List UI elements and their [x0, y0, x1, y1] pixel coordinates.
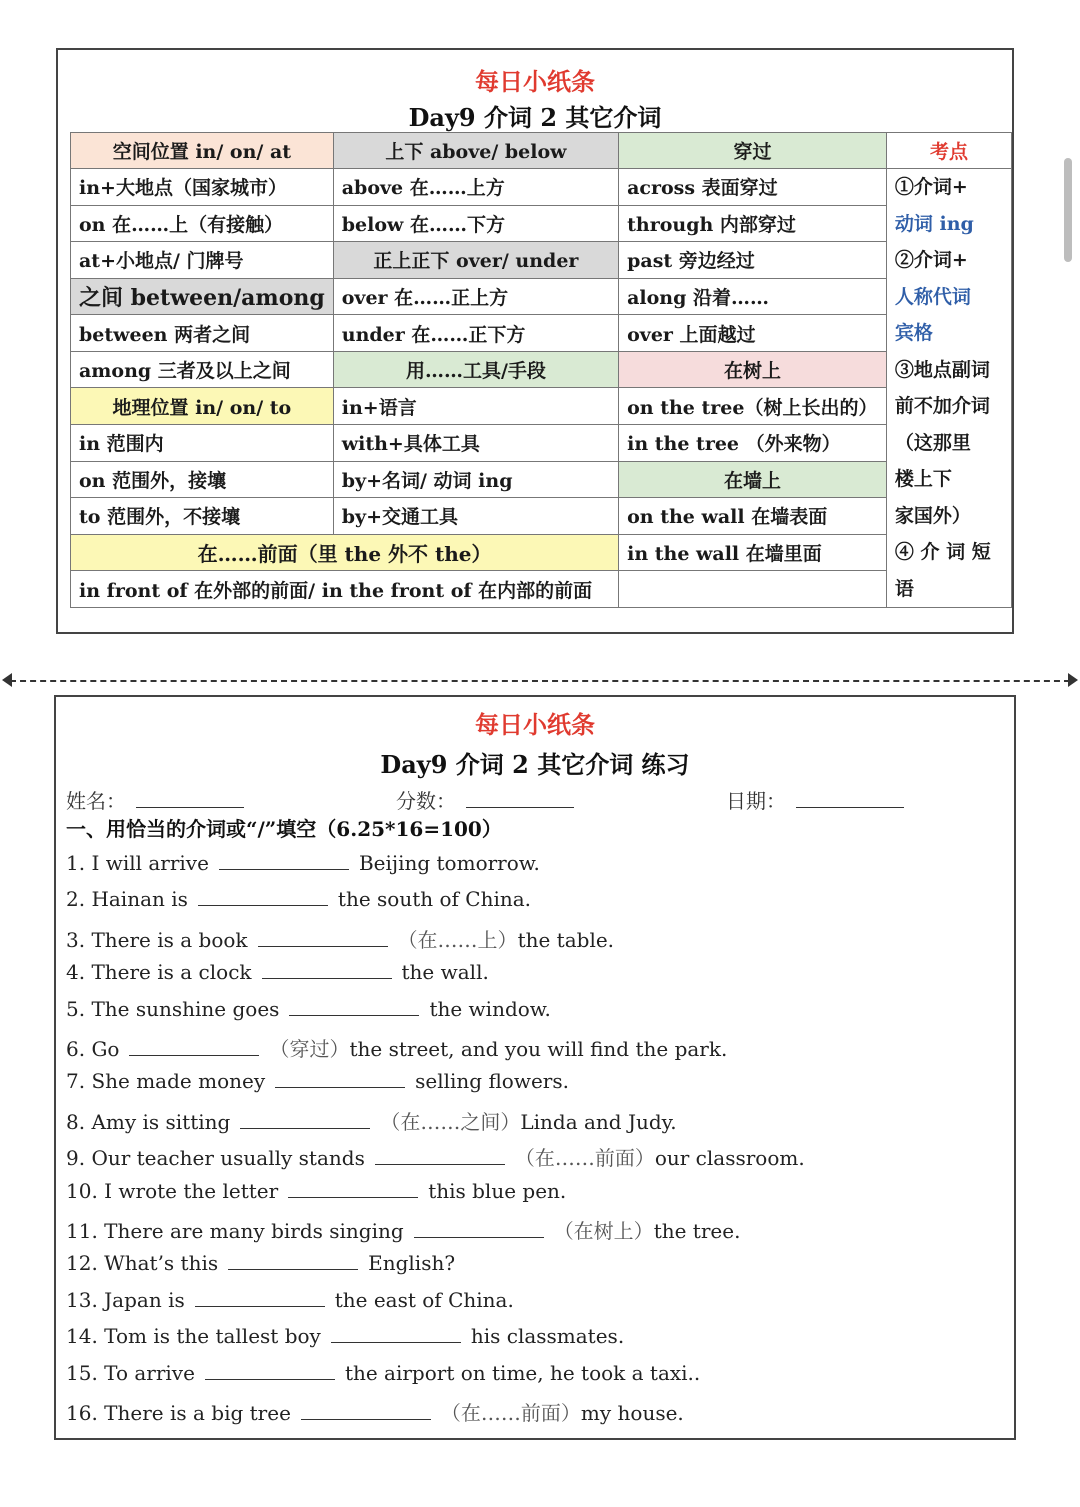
answer-blank[interactable]: [262, 960, 392, 979]
table-cell: past 旁边经过: [619, 242, 887, 279]
sheet-title: Day9 介词 2 其它介词: [408, 103, 662, 132]
table-cell: above 在……上方: [333, 169, 618, 206]
table-cell: in+大地点（国家城市）: [71, 169, 334, 206]
exercise-title-red: 每日小纸条: [475, 710, 595, 739]
answer-blank[interactable]: [258, 928, 388, 947]
score-blank[interactable]: [466, 789, 574, 808]
question-item: [66, 1288, 514, 1312]
header-updown: 上下 above/ below: [333, 133, 618, 169]
kaodian-line: ②介词+: [894, 249, 968, 271]
question-text-end: the east of China.: [334, 1287, 514, 1312]
table-cell: below 在……下方: [333, 205, 618, 242]
question-text-end: the south of China.: [337, 887, 532, 912]
answer-blank[interactable]: [228, 1251, 358, 1270]
table-cell: on 范围外，接壤: [71, 461, 334, 498]
answer-blank[interactable]: [129, 1037, 259, 1056]
kaodian-line: 家国外）: [894, 504, 971, 527]
kaodian-line: ③地点副词: [894, 358, 990, 381]
question-text: 4. There is a clock: [66, 960, 252, 985]
question-text-end: selling flowers.: [415, 1069, 569, 1094]
table-cell: by+交通工具: [333, 498, 618, 535]
question-item: [66, 1361, 700, 1385]
answer-blank[interactable]: [331, 1324, 461, 1343]
table-cell: under 在……正下方: [333, 315, 618, 352]
preposition-table: [70, 132, 1012, 608]
question-item: [66, 851, 540, 875]
table-cell: in the wall 在墙里面: [619, 534, 887, 571]
kaodian-line: ④ 介 词 短: [894, 541, 991, 563]
answer-blank[interactable]: [414, 1219, 544, 1238]
exercise-title: Day9 介词 2 其它介词 练习: [380, 750, 690, 779]
table-cell: through 内部穿过: [619, 205, 887, 242]
name-field[interactable]: [66, 785, 244, 814]
question-hint: （在……前面）: [514, 1146, 655, 1171]
subheader-tools: 用……工具/手段: [333, 351, 618, 388]
date-label: 日期：: [726, 789, 786, 813]
kaodian-line: ①介词+: [894, 176, 968, 198]
question-text-end: English?: [368, 1251, 456, 1276]
question-text-end: our classroom.: [654, 1146, 805, 1171]
subheader-over-under: 正上正下 over/ under: [333, 242, 618, 279]
table-cell: between 两者之间: [71, 315, 334, 352]
question-item: [66, 1215, 740, 1244]
question-text: 10. I wrote the letter: [66, 1178, 279, 1203]
subheader-in-front-of: 在……前面（里 the 外不 the）: [71, 534, 619, 571]
question-item: [66, 960, 489, 984]
kaodian-line: 前不加介词: [894, 395, 990, 417]
kaodian-line: 宾格: [894, 322, 933, 344]
subheader-on-wall: 在墙上: [619, 461, 887, 498]
instruction: 一、用恰当的介词或“/”填空（6.25*16=100）: [66, 817, 502, 841]
kaodian-line: 语: [894, 577, 914, 600]
question-text: 9. Our teacher usually stands: [66, 1146, 365, 1171]
question-text: 6. Go: [66, 1037, 120, 1061]
question-item: [66, 1033, 727, 1062]
table-cell: over 在……正上方: [333, 278, 618, 315]
answer-blank[interactable]: [301, 1401, 431, 1420]
table-cell: in+语言: [333, 388, 618, 425]
date-blank[interactable]: [796, 789, 904, 808]
answer-blank[interactable]: [198, 887, 328, 906]
answer-blank[interactable]: [375, 1146, 505, 1165]
header-space: 空间位置 in/ on/ at: [71, 133, 334, 169]
question-text-end: the street, and you will find the park.: [349, 1037, 728, 1061]
question-hint: （在……之间）: [380, 1109, 521, 1134]
question-item: [66, 1069, 569, 1093]
table-cell: along 沿着……: [619, 278, 887, 315]
question-item: [66, 924, 614, 953]
question-text-end: his classmates.: [470, 1324, 625, 1349]
question-item: [66, 1106, 677, 1135]
table-cell: in the tree （外来物）: [619, 425, 887, 462]
question-hint: （在……前面）: [440, 1401, 581, 1425]
sheet-title-red: 每日小纸条: [475, 67, 595, 96]
question-text-end: my house.: [580, 1401, 684, 1425]
question-text-end: Linda and Judy.: [520, 1109, 677, 1134]
kaodian-column: [886, 169, 1011, 608]
question-text: 5. The sunshine goes: [66, 996, 280, 1021]
table-cell: on the wall 在墙表面: [619, 498, 887, 535]
question-text: 16. There is a big tree: [66, 1401, 291, 1425]
table-cell: among 三者及以上之间: [71, 351, 334, 388]
subheader-on-tree: 在树上: [619, 351, 887, 388]
question-text-end: the tree.: [653, 1219, 741, 1243]
header-through: 穿过: [619, 133, 887, 169]
question-text: 11. There are many birds singing: [66, 1219, 404, 1243]
name-blank[interactable]: [136, 789, 244, 808]
question-text: 7. She made money: [66, 1069, 266, 1094]
question-text: 14. Tom is the tallest boy: [66, 1324, 321, 1349]
kaodian-line: 楼上下: [894, 468, 952, 490]
answer-blank[interactable]: [219, 851, 349, 870]
scrollbar-thumb[interactable]: [1064, 158, 1072, 262]
table-cell: on the tree（树上长出的）: [619, 388, 887, 425]
table-cell: over 上面越过: [619, 315, 887, 352]
question-hint: （在……上）: [397, 927, 518, 952]
answer-blank[interactable]: [195, 1288, 325, 1307]
dashed-divider: [10, 680, 1070, 682]
question-text: 3. There is a book: [66, 927, 248, 952]
table-cell: to 范围外，不接壤: [71, 498, 334, 535]
subheader-geo-position: 地理位置 in/ on/ to: [71, 388, 334, 425]
question-text-end: the table.: [517, 927, 615, 952]
exercise-sheet: [54, 695, 1016, 1440]
subheader-between-among: 之间 between/among: [71, 278, 334, 315]
score-field[interactable]: [396, 785, 574, 814]
question-text-end: the wall.: [401, 960, 489, 985]
table-cell: by+名词/ 动词 ing: [333, 461, 618, 498]
question-item: [66, 1324, 624, 1348]
question-item: [66, 1142, 805, 1171]
answer-blank[interactable]: [288, 1179, 418, 1198]
question-text-end: Beijing tomorrow.: [358, 851, 540, 875]
date-field[interactable]: [726, 785, 904, 814]
table-cell: with+具体工具: [333, 425, 618, 462]
kaodian-line: 动词 ing: [894, 212, 974, 235]
question-text: 13. Japan is: [66, 1287, 185, 1312]
table-cell: on 在……上（有接触）: [71, 205, 334, 242]
kaodian-line: 人称代词: [894, 285, 971, 308]
question-text-end: this blue pen.: [428, 1178, 567, 1203]
question-text-end: the window.: [429, 996, 551, 1021]
name-label: 姓名：: [66, 789, 126, 813]
table-cell: in 范围内: [71, 425, 334, 462]
table-cell: in front of 在外部的前面/ in the front of 在内部的前面: [71, 571, 619, 608]
answer-blank[interactable]: [240, 1110, 370, 1129]
header-kaodian: 考点: [886, 133, 1011, 169]
question-hint: （在树上）: [553, 1219, 654, 1243]
question-item: [66, 887, 531, 911]
notes-sheet: [56, 48, 1014, 634]
question-text: 1. I will arrive: [66, 851, 209, 875]
question-item: [66, 997, 551, 1021]
arrow-right-icon: [1068, 673, 1078, 687]
answer-blank[interactable]: [289, 997, 419, 1016]
question-text: 2. Hainan is: [66, 887, 188, 912]
question-text: 8. Amy is sitting: [66, 1109, 231, 1134]
kaodian-line: （这那里: [894, 431, 971, 454]
question-item: [66, 1397, 684, 1426]
table-cell: across 表面穿过: [619, 169, 887, 206]
answer-blank[interactable]: [205, 1361, 335, 1380]
question-item: [66, 1251, 455, 1275]
question-text: 15. To arrive: [66, 1360, 195, 1385]
table-cell: at+小地点/ 门牌号: [71, 242, 334, 279]
question-text: 12. What’s this: [66, 1251, 219, 1276]
answer-blank[interactable]: [275, 1069, 405, 1088]
question-text-end: the airport on time, he took a taxi..: [344, 1360, 701, 1385]
question-item: [66, 1179, 566, 1203]
question-hint: （穿过）: [269, 1037, 350, 1061]
score-label: 分数：: [396, 789, 456, 813]
table-cell: [619, 571, 887, 608]
